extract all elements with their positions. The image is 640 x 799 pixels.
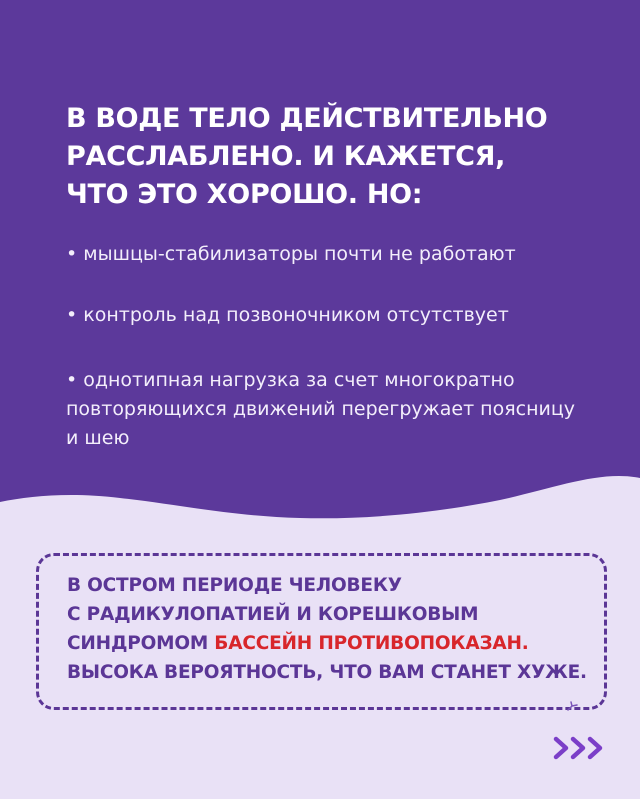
headline-line-2: РАССЛАБЛЕНО. И КАЖЕТСЯ, <box>66 141 506 172</box>
warning-text <box>67 571 597 687</box>
contraindication-highlight: БАССЕЙН ПРОТИВОПОКАЗАН. <box>214 633 529 654</box>
warning-line-3 <box>67 629 597 658</box>
triple-chevron-right-icon[interactable] <box>553 733 609 763</box>
headline-line-3: ЧТО ЭТО ХОРОШО. НО: <box>66 179 423 210</box>
bullet-item: • контроль над позвоночником отсутствует <box>66 304 509 326</box>
bullet-item: • мышцы-стабилизаторы почти не работают <box>66 243 516 265</box>
warning-line-1: В ОСТРОМ ПЕРИОДЕ ЧЕЛОВЕКУ <box>67 575 402 596</box>
warning-line-3-prefix: СИНДРОМОМ <box>67 633 215 654</box>
warning-line-4: ВЫСОКА ВЕРОЯТНОСТЬ, ЧТО ВАМ СТАНЕТ ХУЖЕ. <box>67 662 587 683</box>
warning-callout <box>36 553 607 710</box>
headline-line-1: В ВОДЕ ТЕЛО ДЕЙСТВИТЕЛЬНО <box>66 103 548 134</box>
bullet-item: • однотипная нагрузка за счет многократно повторяющихся движений перегружает поясницу и шею <box>66 369 576 449</box>
headline <box>66 100 606 214</box>
warning-line-2: С РАДИКУЛОПАТИЕЙ И КОРЕШКОВЫМ <box>67 604 479 625</box>
sparkle-icon <box>566 700 580 714</box>
